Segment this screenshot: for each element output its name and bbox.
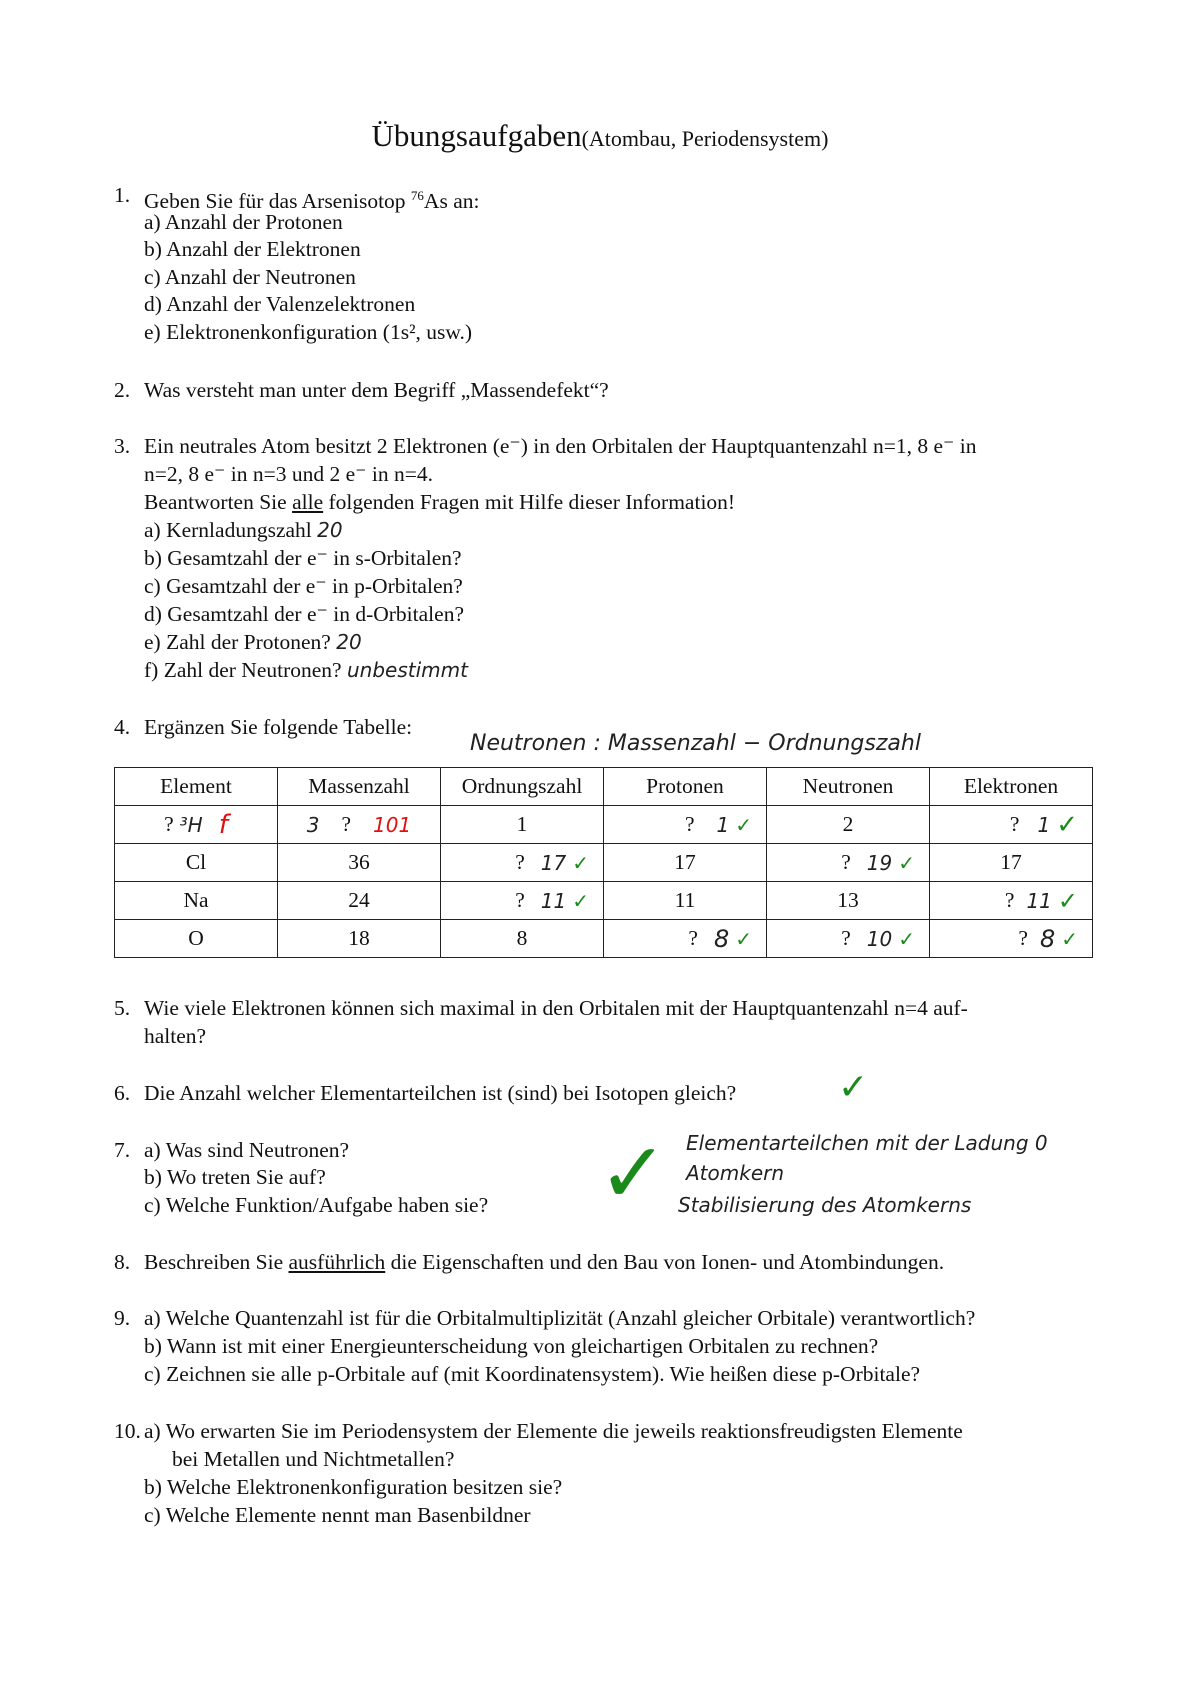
table-cell: [767, 844, 930, 882]
q5-number: 5.: [114, 996, 131, 1020]
table-cell: [441, 920, 604, 958]
check-mark-icon: ✓: [1057, 886, 1078, 915]
table-cell: [115, 806, 278, 844]
cell-text: ?: [164, 812, 174, 836]
q1-item: e) Elektronenkonfiguration (1s², usw.): [144, 320, 473, 344]
table-row: [115, 882, 1093, 920]
table-header: Protonen: [604, 768, 767, 806]
cell-handwritten: 11: [540, 888, 567, 913]
table-header: Element: [115, 768, 278, 806]
isotope-table: [114, 767, 1093, 958]
q7-item: b) Wo treten Sie auf?: [144, 1165, 326, 1189]
q3-item-text: f) Zahl der Neutronen?: [144, 658, 342, 682]
table-cell: [604, 844, 767, 882]
cell-text: O: [188, 926, 204, 950]
q4-number: 4.: [114, 715, 131, 739]
check-mark-icon: ✓: [598, 1124, 669, 1222]
cell-text: 17: [674, 850, 696, 874]
q8-number: 8.: [114, 1250, 131, 1274]
q1-text-pre: Geben Sie für das Arsenisotop: [144, 189, 411, 214]
cell-text: 17: [1000, 850, 1022, 874]
q3-line3-pre: Beantworten Sie: [144, 490, 293, 514]
table-cell: [930, 882, 1093, 920]
q8-text-pre: Beschreiben Sie: [144, 1250, 289, 1274]
q9-item: b) Wann ist mit einer Energieunterscheidung von gleichartigen Orbitalen zu rechnen?: [144, 1334, 879, 1358]
q1-item: b) Anzahl der Elektronen: [144, 237, 361, 261]
q1-item: c) Anzahl der Neutronen: [144, 265, 356, 289]
q3-item: [144, 657, 468, 684]
title-sub: (Atombau, Periodensystem): [581, 126, 829, 151]
cell-text: 18: [348, 926, 370, 950]
q3-number: 3.: [114, 434, 131, 458]
cell-handwritten: 8: [1039, 924, 1056, 953]
table-cell: [278, 920, 441, 958]
table-header: Elektronen: [930, 768, 1093, 806]
table-cell: [604, 882, 767, 920]
cell-text: ?: [688, 926, 698, 950]
table-row: [115, 806, 1093, 844]
q3-item: d) Gesamtzahl der e⁻ in d-Orbitalen?: [144, 602, 464, 626]
q5-line1: Wie viele Elektronen können sich maximal in den Orbitalen mit der Hauptquantenzahl n=4 auf-: [144, 996, 968, 1020]
cell-handwritten-red: 101: [373, 812, 412, 837]
q1-number: 1.: [114, 183, 131, 207]
table-cell: [604, 920, 767, 958]
table-row: [115, 844, 1093, 882]
q3-line3-underlined: alle: [292, 490, 324, 514]
cell-text: 11: [674, 888, 696, 912]
table-header-row: [115, 768, 1093, 806]
table-header: Neutronen: [767, 768, 930, 806]
q7-handwritten-answer: Stabilisierung des Atomkerns: [678, 1193, 972, 1217]
q7-handwritten-answer: Atomkern: [686, 1161, 785, 1185]
q3-item: [144, 517, 343, 544]
table-cell: [441, 882, 604, 920]
cell-handwritten: 17: [540, 850, 567, 875]
table-cell: [930, 920, 1093, 958]
cell-text: 8: [516, 926, 528, 950]
q8-text-underlined: ausführlich: [288, 1250, 386, 1274]
q3-line1: Ein neutrales Atom besitzt 2 Elektronen (e⁻) in den Orbitalen der Hauptquantenzahl n=1, 8 e⁻ in: [144, 434, 977, 458]
q9-number: 9.: [114, 1306, 131, 1330]
cell-text: ?: [841, 926, 851, 950]
cell-text: ?: [341, 812, 352, 836]
table-cell: [115, 920, 278, 958]
cell-handwritten: 8: [713, 924, 730, 953]
q10-item: bei Metallen und Nichtmetallen?: [172, 1447, 455, 1471]
cell-text: ?: [515, 888, 525, 912]
q3-line2: n=2, 8 e⁻ in n=3 und 2 e⁻ in n=4.: [144, 462, 433, 486]
check-mark-icon: ✓: [1061, 926, 1078, 951]
table-cell: [441, 844, 604, 882]
q2-text: Was versteht man unter dem Begriff „Massendefekt“?: [144, 378, 609, 402]
table-cell: [115, 844, 278, 882]
q10-item: a) Wo erwarten Sie im Periodensystem der Elemente die jeweils reaktionsfreudigsten Elemente: [144, 1419, 963, 1443]
page-title: [0, 118, 1200, 154]
check-mark-icon: ✓: [838, 1067, 869, 1108]
cell-text: 1: [516, 812, 528, 836]
table-row: [115, 920, 1093, 958]
q8-text-post: die Eigenschaften und den Bau von Ionen- und Atombindungen.: [385, 1250, 945, 1274]
table-cell: [604, 806, 767, 844]
q8-text: [144, 1249, 944, 1276]
q3-handwritten-answer: 20: [317, 518, 343, 542]
cell-error-mark: f: [218, 809, 228, 840]
table-cell: [767, 806, 930, 844]
q3-item-text: a) Kernladungszahl: [144, 518, 312, 542]
q7-number: 7.: [114, 1138, 131, 1162]
cell-handwritten: 11: [1026, 888, 1052, 913]
q1-text-post: As an:: [423, 189, 480, 214]
table-cell: [115, 882, 278, 920]
q3-item-text: e) Zahl der Protonen?: [144, 630, 331, 654]
q10-number: 10.: [114, 1419, 141, 1443]
q1-item: a) Anzahl der Protonen: [144, 210, 343, 234]
q3-handwritten-answer: 20: [336, 630, 362, 654]
cell-text: ?: [1018, 926, 1028, 950]
cell-text: ?: [1004, 888, 1015, 912]
table-header: Ordnungszahl: [441, 768, 604, 806]
cell-text: 24: [348, 888, 370, 912]
check-mark-icon: ✓: [898, 850, 915, 875]
q4-text: Ergänzen Sie folgende Tabelle:: [144, 715, 413, 739]
q9-item: a) Welche Quantenzahl ist für die Orbitalmultiplizität (Anzahl gleicher Orbitale) verantwortlich?: [144, 1306, 976, 1330]
cell-handwritten: 1: [716, 812, 730, 837]
check-mark-icon: ✓: [572, 888, 589, 913]
cell-handwritten: 19: [866, 850, 893, 875]
q6-text: Die Anzahl welcher Elementarteilchen ist (sind) bei Isotopen gleich?: [144, 1081, 737, 1105]
table-cell: [441, 806, 604, 844]
q3-handwritten-answer: unbestimmt: [346, 658, 468, 682]
q10-item: b) Welche Elektronenkonfiguration besitzen sie?: [144, 1475, 563, 1499]
q3-item: c) Gesamtzahl der e⁻ in p-Orbitalen?: [144, 574, 463, 598]
q4-handwritten-note: Neutronen : Massenzahl − Ordnungszahl: [470, 731, 921, 756]
cell-handwritten: 3: [306, 812, 320, 837]
cell-handwritten: 10: [866, 926, 893, 951]
check-mark-icon: ✓: [735, 926, 752, 951]
cell-text: Na: [183, 888, 209, 912]
q1-mass-number: 76: [410, 188, 424, 203]
q7-item: c) Welche Funktion/Aufgabe haben sie?: [144, 1193, 489, 1217]
table-cell: [930, 844, 1093, 882]
cell-handwritten: ³H: [179, 812, 203, 837]
check-mark-icon: ✓: [572, 850, 589, 875]
cell-text: ?: [515, 850, 525, 874]
table-cell: [767, 920, 930, 958]
q6-number: 6.: [114, 1081, 131, 1105]
cell-handwritten: 1: [1037, 812, 1051, 837]
q1-item: d) Anzahl der Valenzelektronen: [144, 292, 416, 316]
q7-handwritten-answer: Elementarteilchen mit der Ladung 0: [686, 1131, 1048, 1155]
cell-text: Cl: [185, 850, 207, 874]
title-main: Übungsaufgaben: [371, 118, 582, 153]
cell-text: 13: [837, 888, 859, 912]
q2-number: 2.: [114, 378, 131, 402]
check-mark-icon: ✓: [735, 812, 752, 837]
q3-line3: [144, 489, 735, 516]
table-header: Massenzahl: [278, 768, 441, 806]
cell-text: ?: [841, 850, 851, 874]
table-cell: [278, 844, 441, 882]
cell-text: 36: [348, 850, 370, 874]
q10-item: c) Welche Elemente nennt man Basenbildner: [144, 1503, 531, 1527]
cell-text: ?: [1009, 812, 1020, 836]
cell-text: ?: [684, 812, 695, 836]
q3-item: [144, 629, 362, 656]
check-mark-icon: ✓: [898, 926, 915, 951]
cell-text: 2: [842, 812, 854, 836]
q5-line2: halten?: [144, 1024, 207, 1048]
table-cell: [767, 882, 930, 920]
table-cell: [930, 806, 1093, 844]
table-cell: [278, 882, 441, 920]
table-cell: [278, 806, 441, 844]
q3-line3-post: folgenden Fragen mit Hilfe dieser Information!: [323, 490, 736, 514]
q9-item: c) Zeichnen sie alle p-Orbitale auf (mit Koordinatensystem). Wie heißen diese p-Orbitale?: [144, 1362, 921, 1386]
check-mark-icon: ✓: [1056, 809, 1078, 840]
q7-item: a) Was sind Neutronen?: [144, 1138, 350, 1162]
q3-item: b) Gesamtzahl der e⁻ in s-Orbitalen?: [144, 546, 462, 570]
